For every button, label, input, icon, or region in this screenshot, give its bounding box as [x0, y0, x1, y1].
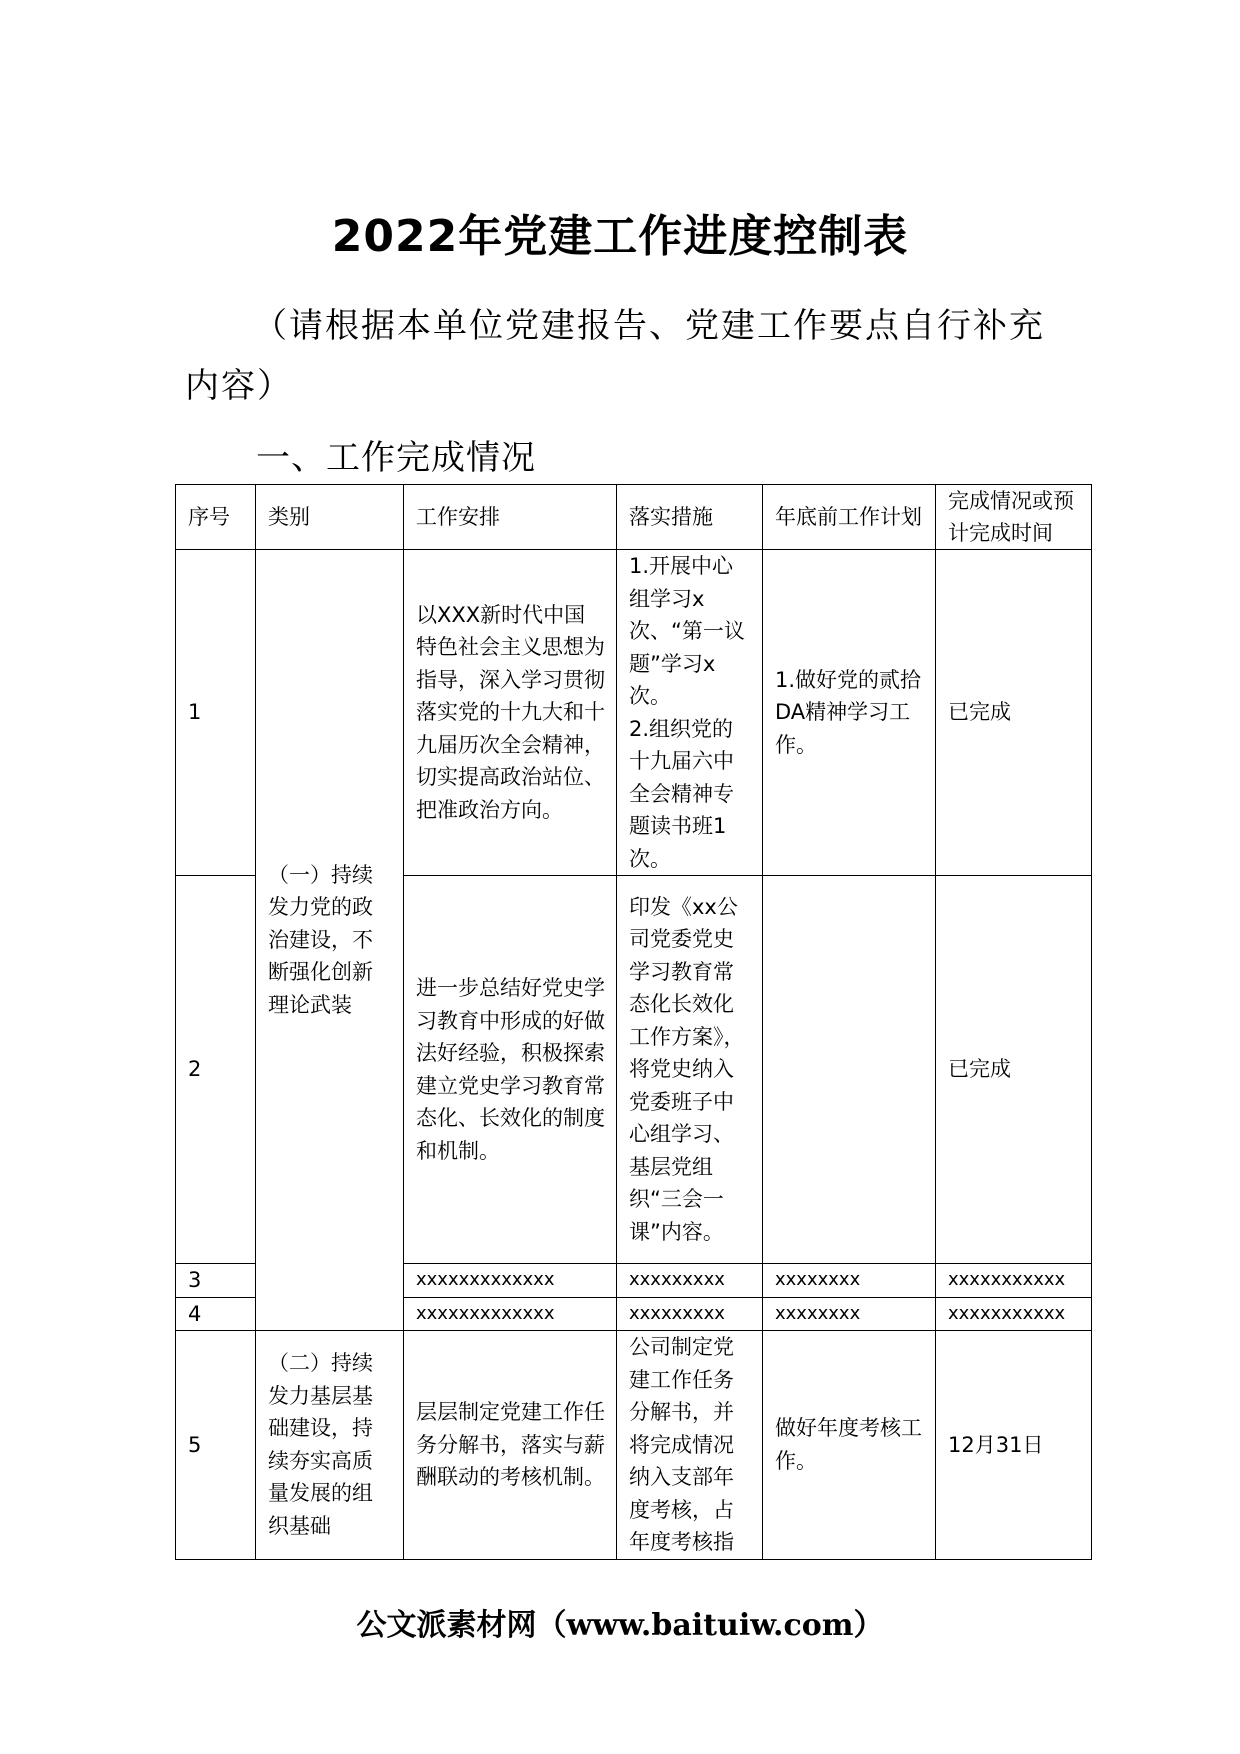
measures-cell: xxxxxxxxx [617, 1297, 763, 1331]
category-cell: （一）持续发力党的政治建设，不断强化创新理论武装 [256, 550, 404, 1331]
header-plan: 年底前工作计划 [763, 485, 936, 550]
measures-cell: 1.开展中心组学习x次、“第一议题”学习x次。 2.组织党的十九届六中全会精神专题读书班1次。 [617, 550, 763, 876]
status-cell: 12月31日 [936, 1331, 1092, 1560]
arrangement-cell: xxxxxxxxxxxxx [404, 1297, 617, 1331]
plan-cell: xxxxxxxx [763, 1297, 936, 1331]
plan-cell: 做好年度考核工作。 [763, 1331, 936, 1560]
row-no: 4 [176, 1297, 256, 1331]
row-no: 3 [176, 1264, 256, 1298]
row-no: 5 [176, 1331, 256, 1560]
row-no: 1 [176, 550, 256, 876]
header-status: 完成情况或预计完成时间 [936, 485, 1092, 550]
table-row [176, 550, 1092, 876]
table-header-row [176, 485, 1092, 550]
plan-cell [763, 876, 936, 1264]
page-title: 2022年党建工作进度控制表 [331, 211, 909, 262]
status-cell: xxxxxxxxxxx [936, 1264, 1092, 1298]
arrangement-cell: 进一步总结好党史学习教育中形成的好做法好经验，积极探索建立党史学习教育常态化、长效化的制度和机制。 [404, 876, 617, 1264]
status-cell: xxxxxxxxxxx [936, 1297, 1092, 1331]
measures-cell: xxxxxxxxx [617, 1264, 763, 1298]
header-arrangement: 工作安排 [404, 485, 617, 550]
arrangement-cell: 以XXX新时代中国特色社会主义思想为指导，深入学习贯彻落实党的十九大和十九届历次全会精神，切实提高政治站位、把准政治方向。 [404, 550, 617, 876]
header-measures: 落实措施 [617, 485, 763, 550]
intro-note: （请根据本单位党建报告、党建工作要点自行补充内容） [185, 306, 1045, 406]
footer-watermark: 公文派素材网（www.baituiw.com） [356, 1608, 884, 1643]
plan-cell: xxxxxxxx [763, 1264, 936, 1298]
status-cell: 已完成 [936, 550, 1092, 876]
arrangement-cell: 层层制定党建工作任务分解书，落实与薪酬联动的考核机制。 [404, 1331, 617, 1560]
status-cell: 已完成 [936, 876, 1092, 1264]
category-cell: （二）持续发力基层基础建设，持续夯实高质量发展的组织基础 [256, 1331, 404, 1560]
table-row [176, 1331, 1092, 1560]
row-no: 2 [176, 876, 256, 1264]
progress-table [175, 484, 1092, 1560]
measures-cell: 印发《xx公司党委党史学习教育常态化长效化工作方案》，将党史纳入党委班子中心组学习、基层党组织“三会一课”内容。 [617, 876, 763, 1264]
header-category: 类别 [256, 485, 404, 550]
section-heading: 一、工作完成情况 [256, 438, 536, 478]
measures-cell: 公司制定党建工作任务分解书，并将完成情况纳入支部年度考核，占年度考核指 [617, 1331, 763, 1560]
header-no: 序号 [176, 485, 256, 550]
plan-cell: 1.做好党的贰拾DA精神学习工作。 [763, 550, 936, 876]
arrangement-cell: xxxxxxxxxxxxx [404, 1264, 617, 1298]
